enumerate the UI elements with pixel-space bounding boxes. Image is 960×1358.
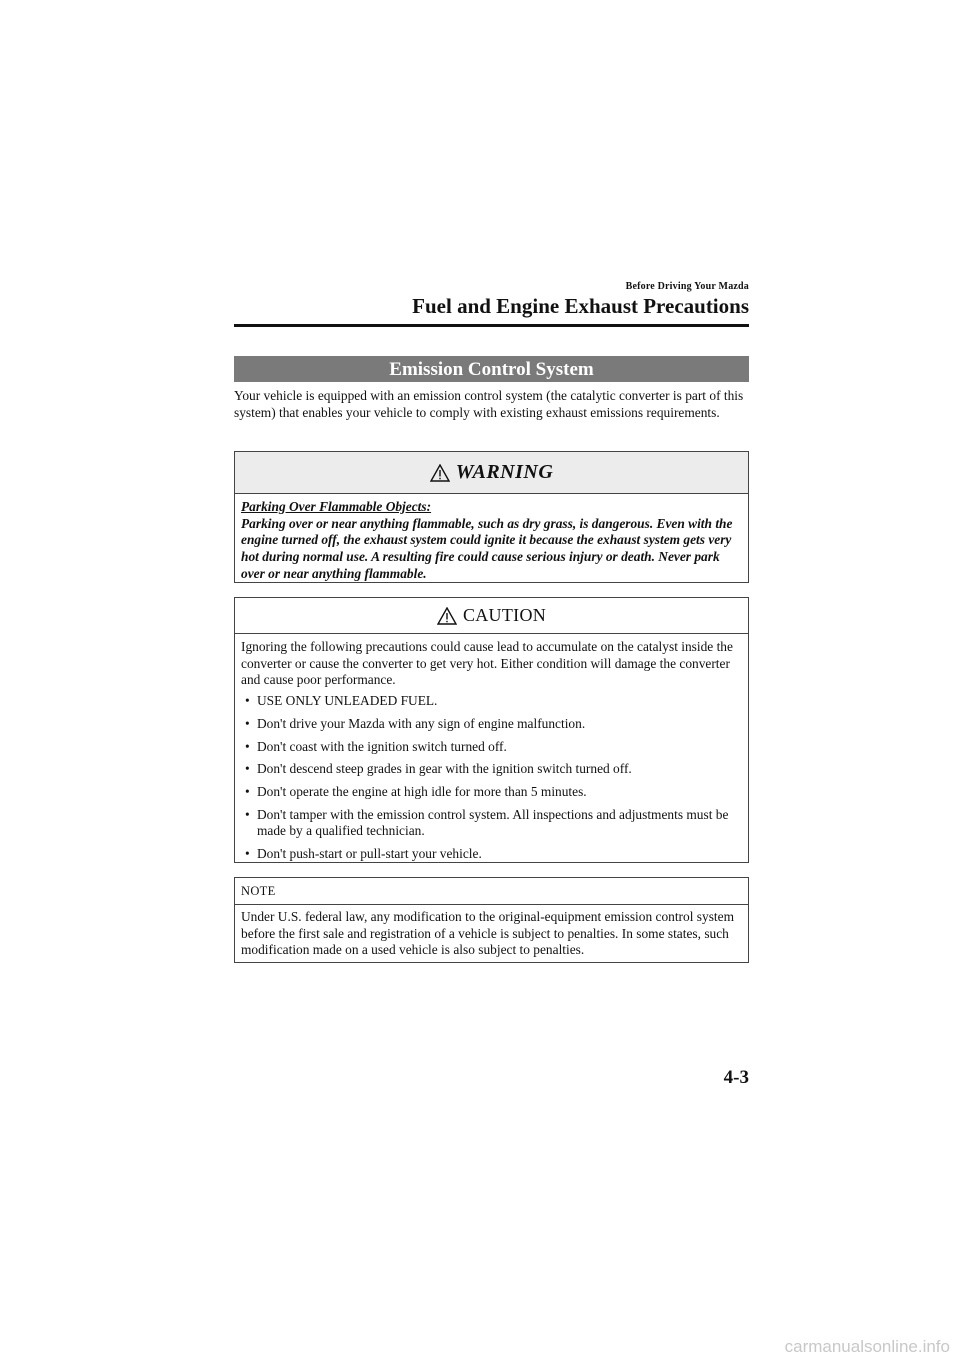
section-title: Emission Control System (234, 356, 749, 382)
note-box (234, 877, 749, 963)
caution-title: CAUTION (462, 605, 547, 625)
warning-body (235, 494, 748, 583)
warning-triangle-icon (437, 607, 457, 625)
list-item: • Don't operate the engine at high idle for more than 5 minutes. (241, 784, 742, 801)
list-item: • USE ONLY UNLEADED FUEL. (241, 693, 742, 710)
page-number: 4-3 (723, 1067, 749, 1088)
note-text: Under U.S. federal law, any modification to the original-equipment emission control system before the first sale and registration of a vehicle is subject to penalties. In some states, such modification made on a used vehicle is also subject to penalties. (241, 909, 734, 958)
note-title: NOTE (235, 878, 748, 905)
caution-text: Ignoring the following precautions could cause lead to accumulate on the catalyst inside the converter or cause the converter to get very hot. Either condition will damage the converter and cause poor performance. (241, 639, 733, 688)
list-item: • Don't descend steep grades in gear with the ignition switch turned off. (241, 761, 742, 778)
caution-header (235, 598, 748, 634)
caution-body (235, 634, 748, 863)
intro-paragraph: Your vehicle is equipped with an emission control system (the catalytic converter is part of this system) that enables your vehicle to comply with existing exhaust emissions requirements. (234, 388, 744, 420)
caution-list (241, 693, 742, 863)
header-divider (234, 324, 749, 327)
caution-box (234, 597, 749, 863)
warning-box (234, 451, 749, 583)
running-header-section: Before Driving Your Mazda (625, 281, 749, 292)
list-item: • Don't coast with the ignition switch turned off. (241, 739, 742, 756)
list-item: • Don't drive your Mazda with any sign of engine malfunction. (241, 716, 742, 733)
warning-text: Parking over or near anything flammable, such as dry grass, is dangerous. Even with the engine turned off, the exhaust system could ignite it because the exhaust system gets very hot during normal use. A resulting fire could cause serious injury or death. Never park over or near anything flammable. (241, 515, 733, 581)
warning-triangle-icon (430, 464, 450, 482)
list-item: • Don't push-start or pull-start your vehicle. (241, 846, 742, 863)
running-header-title: Fuel and Engine Exhaust Precautions (412, 294, 749, 318)
list-item: • Don't tamper with the emission control system. All inspections and adjustments must be made by a qualified technician. (241, 807, 742, 840)
warning-title: WARNING (455, 461, 554, 483)
warning-header (235, 452, 748, 494)
watermark: carmanualsonline.info (784, 1337, 950, 1356)
warning-subhead: Parking Over Flammable Objects: (241, 499, 432, 514)
